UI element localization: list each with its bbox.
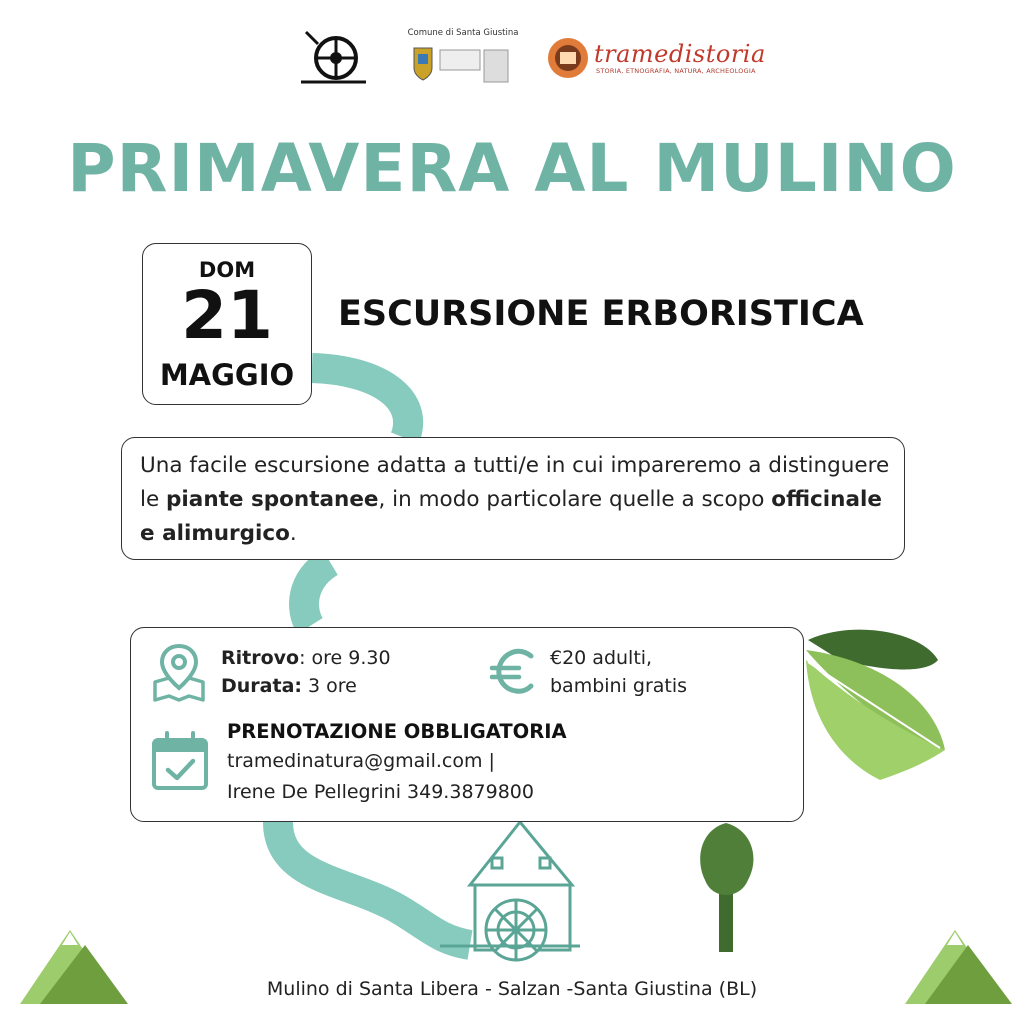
duration-label: Durata: <box>221 675 302 697</box>
price-children: bambini gratis <box>550 675 688 697</box>
euro-icon <box>489 646 539 696</box>
map-pin-icon <box>151 642 207 702</box>
price-adults: €20 adulti, <box>550 647 653 669</box>
comune-logo-title: Comune di Santa Giustina <box>407 28 519 38</box>
location-text: Mulino di Santa Libera - Salzan -Santa Giustina (BL) <box>266 978 758 1000</box>
date-number: 21 <box>181 277 273 354</box>
meeting-label: Ritrovo <box>221 647 300 669</box>
description-bold-2: officinale e alimurgico <box>140 487 882 546</box>
meeting-value: : ore 9.30 <box>299 647 391 669</box>
tramedistoria-logo <box>546 36 766 84</box>
description-text <box>140 449 900 551</box>
description-text-2: , in modo particolare quelle a scopo <box>378 487 772 512</box>
event-title: ESCURSIONE ERBORISTICA <box>338 294 864 334</box>
description-box <box>121 437 905 560</box>
booking-email[interactable]: tramedinatura@gmail.com | <box>227 750 495 772</box>
info-box <box>130 627 804 822</box>
trame-logo-tagline: STORIA, ETNOGRAFIA, NATURA, ARCHEOLOGIA <box>596 67 756 75</box>
date-day: DOM <box>198 258 256 282</box>
comune-logo <box>404 28 522 86</box>
date-month: MAGGIO <box>159 358 295 392</box>
description-text-3: . <box>289 521 297 546</box>
trame-logo-name: tramedistoria <box>594 40 766 68</box>
comune-crest-icon <box>410 42 522 86</box>
mill-logo <box>296 22 372 88</box>
trame-emblem-icon <box>546 36 590 80</box>
duration-value: 3 ore <box>302 675 357 697</box>
booking-title: PRENOTAZIONE OBBLIGATORIA <box>227 720 567 743</box>
meeting-line <box>221 647 391 669</box>
calendar-check-icon <box>151 730 209 792</box>
tree-icon <box>700 823 753 952</box>
duration-line <box>221 675 357 697</box>
description-bold-1: piante spontanee <box>166 487 379 512</box>
description-text-1: Una facile escursione adatta a tutti/e in cui impareremo a distinguere le <box>140 453 890 512</box>
leaf-icon <box>806 630 945 780</box>
booking-contact: Irene De Pellegrini 349.3879800 <box>227 781 534 803</box>
page-title: PRIMAVERA AL MULINO <box>67 130 957 207</box>
date-badge <box>142 243 312 405</box>
